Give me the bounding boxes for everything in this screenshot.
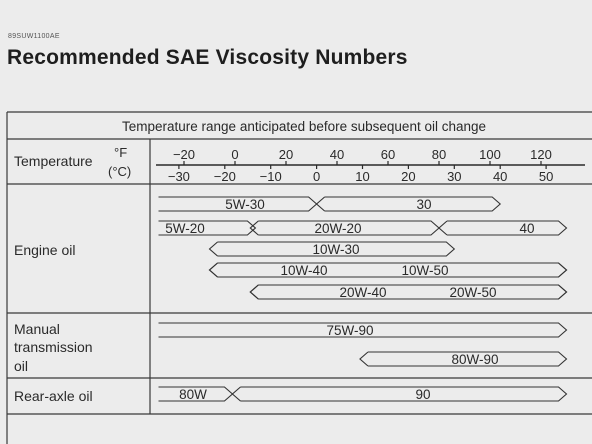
band-40 (439, 221, 567, 235)
group-label-rear-axle-oil: Rear-axle oil (14, 388, 93, 404)
band-90-label: 90 (415, 387, 431, 402)
tick-label-f: 60 (380, 147, 396, 162)
group-label-manual-transmission: Manual transmission oil (14, 321, 93, 374)
tick-label-c: 40 (492, 169, 508, 184)
band-20w-50-label: 20W-50 (449, 285, 497, 300)
tick-label-c: 50 (538, 169, 554, 184)
tick-label-f: 0 (231, 147, 239, 162)
tick-label-f: −20 (172, 147, 196, 162)
band-30-label: 30 (416, 197, 432, 212)
tick-label-c: 20 (401, 169, 416, 184)
band-20w-40 (250, 285, 566, 299)
group-label-engine-oil: Engine oil (14, 242, 76, 258)
tick-label-f: 120 (530, 147, 552, 162)
viscosity-bands (159, 197, 567, 402)
page-title: Recommended SAE Viscosity Numbers (7, 46, 408, 69)
tick-label-c: −20 (213, 169, 236, 184)
range-header: Temperature range anticipated before subsequent oil change (122, 119, 486, 134)
band-10w-30-label: 10W-30 (312, 242, 360, 257)
band-10w-40 (210, 263, 567, 277)
band-20w-40-label: 20W-40 (339, 285, 387, 300)
tick-label-f: 100 (479, 147, 501, 162)
tick-label-c: 10 (355, 169, 370, 184)
tick-label-c: 0 (312, 169, 321, 184)
tick-label-f: 40 (329, 147, 345, 162)
band-75w-90-label: 75W-90 (326, 323, 374, 338)
tick-label-c: −30 (167, 169, 190, 184)
band-30 (317, 197, 501, 211)
band-5w-20-label: 5W-20 (165, 221, 205, 236)
band-90 (232, 387, 566, 401)
unit-fahrenheit: °F (114, 145, 128, 160)
table-frame (7, 112, 592, 444)
document-code: 89SUW1100AE (8, 33, 60, 40)
band-10w-50-label: 10W-50 (401, 263, 449, 278)
band-20w-50 (250, 285, 566, 299)
band-40-label: 40 (519, 221, 535, 236)
tick-label-f: 80 (431, 147, 447, 162)
band-5w-30-label: 5W-30 (225, 197, 265, 212)
tick-label-c: −10 (259, 169, 282, 184)
tick-label-f: 20 (278, 147, 294, 162)
unit-celsius: (°C) (108, 164, 132, 179)
band-10w-50 (210, 263, 567, 277)
band-80w-label: 80W (179, 387, 207, 402)
temperature-label: Temperature (14, 153, 93, 169)
band-10w-40-label: 10W-40 (280, 263, 328, 278)
tick-label-c: 30 (447, 169, 462, 184)
band-20w-20-label: 20W-20 (314, 221, 362, 236)
band-80w-90-label: 80W-90 (451, 352, 499, 367)
